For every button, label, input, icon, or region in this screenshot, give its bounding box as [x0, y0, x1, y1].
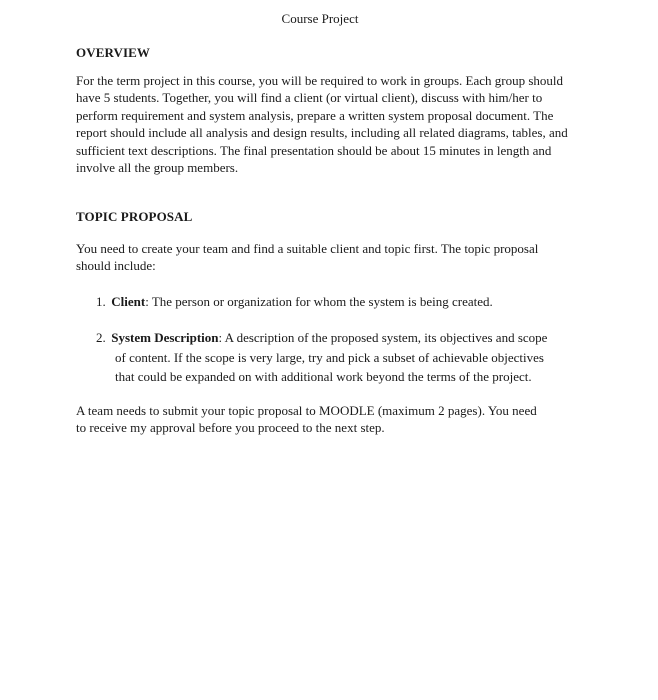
topic-proposal-intro: You need to create your team and find a suitable client and topic first. The topic proposal should include: [76, 241, 539, 274]
list-item-number: 1. [96, 294, 106, 309]
list-item-text: : The person or organization for whom the system is being created. [145, 294, 493, 309]
overview-paragraph: For the term project in this course, you will be required to work in groups. Each group should have 5 students. Together, you will find a client (or virtual client), discuss with him/her to perform requirement and system analysis, prepare a written system proposal document. The report should include all analysis and design results, including all related diagrams, tables, and sufficient text descriptions. The final presentation should be about 15 minutes in length and involve all the group members. [76, 73, 568, 176]
list-item-text: : A description of the proposed system, its objectives and scope [218, 330, 548, 345]
list-item-number: 2. [96, 330, 106, 345]
list-item-client [96, 292, 556, 312]
topic-proposal-closing: A team needs to submit your topic proposal to MOODLE (maximum 2 pages). You need to receive my approval before you proceed to the next step. [76, 403, 537, 436]
list-item-continuation: of content. If the scope is very large, try and pick a subset of achievable objectives that could be expanded on with additional work beyond the terms of the project. [115, 349, 544, 384]
list-item-term: System Description [111, 330, 219, 345]
list-item-term: Client [111, 294, 146, 309]
list-item-system-description [96, 328, 566, 387]
page-header-title: Course Project [281, 11, 359, 26]
topic-proposal-heading: TOPIC PROPOSAL [76, 209, 193, 224]
overview-heading: OVERVIEW [76, 45, 151, 60]
list-item-first-line [96, 328, 566, 348]
